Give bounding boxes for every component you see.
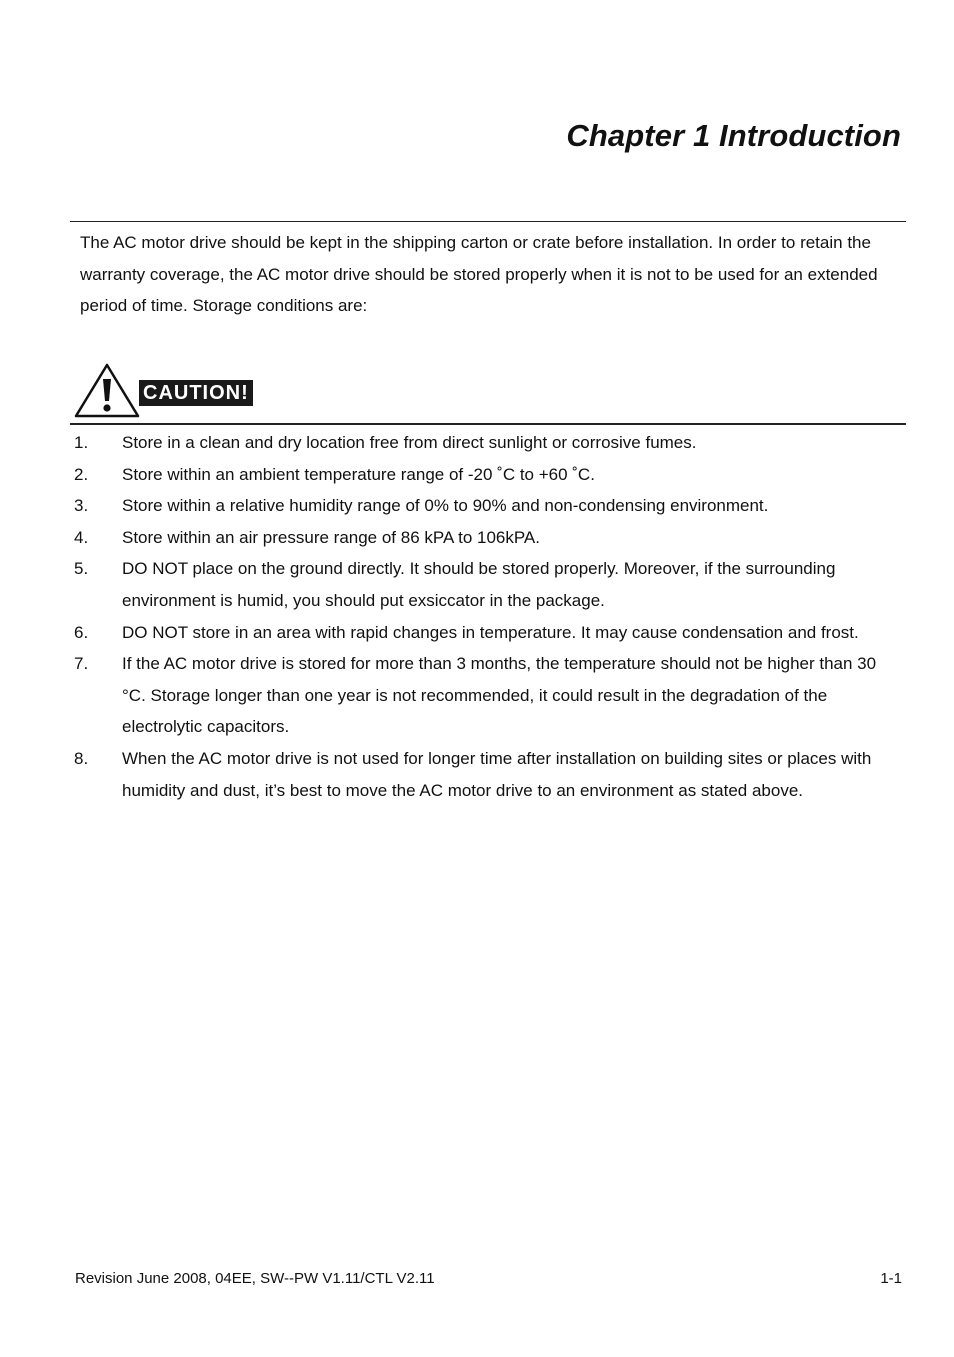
list-item <box>74 743 904 806</box>
list-item-number: 5. <box>74 559 89 579</box>
footer-revision: Revision June 2008, 04EE, SW--PW V1.11/CTL V2.11 <box>75 1270 435 1287</box>
list-item-number: 1. <box>74 433 89 452</box>
list-item <box>74 553 904 616</box>
footer-page-number: 1-1 <box>880 1270 902 1287</box>
intro-paragraph: The AC motor drive should be kept in the shipping carton or crate before installation. In order to retain the warranty coverage, the AC motor drive should be stored properly when it is not to be used for an extended period of time. Storage conditions are: <box>80 233 878 315</box>
list-item-text: DO NOT place on the ground directly. It should be stored properly. Moreover, if the surrounding environment is humid, you should put exsiccator in the package. <box>122 559 836 610</box>
warning-triangle-icon <box>74 363 140 419</box>
list-item <box>74 427 904 459</box>
chapter-title: Chapter 1 Introduction <box>566 118 901 153</box>
list-item-text: Store within a relative humidity range of 0% to 90% and non-condensing environment. <box>122 496 769 516</box>
list-item <box>74 490 904 522</box>
list-item-text: Store within an ambient temperature range of -20 ˚C to +60 ˚C. <box>122 464 595 484</box>
storage-conditions-list <box>74 427 904 806</box>
caution-divider <box>70 423 906 425</box>
list-item-text: When the AC motor drive is not used for longer time after installation on building sites or places with humidity and dust, it’s best to move the AC motor drive to an environment as stated above. <box>122 748 872 800</box>
list-item <box>74 459 904 491</box>
list-item-text: Store in a clean and dry location free from direct sunlight or corrosive fumes. <box>122 433 697 452</box>
caution-label: CAUTION! <box>139 380 253 406</box>
list-item-text: Store within an air pressure range of 86 kPA to 106kPA. <box>122 527 540 547</box>
list-item-number: 6. <box>74 622 89 642</box>
list-item <box>74 648 904 743</box>
caution-banner <box>74 363 374 419</box>
list-item-number: 4. <box>74 527 89 547</box>
list-item-number: 7. <box>74 654 89 674</box>
list-item-text: DO NOT store in an area with rapid changes in temperature. It may cause condensation and frost. <box>122 622 859 642</box>
list-item-number: 8. <box>74 748 89 768</box>
list-item-number: 2. <box>74 464 89 484</box>
list-item <box>74 617 904 649</box>
list-item <box>74 522 904 554</box>
list-item-number: 3. <box>74 496 89 516</box>
list-item-text: If the AC motor drive is stored for more than 3 months, the temperature should not be higher than 30 °C. Storage longer than one year is not recommended, it could result in the degradation of the electrolytic capacitors. <box>122 654 877 737</box>
header-divider <box>70 221 906 222</box>
